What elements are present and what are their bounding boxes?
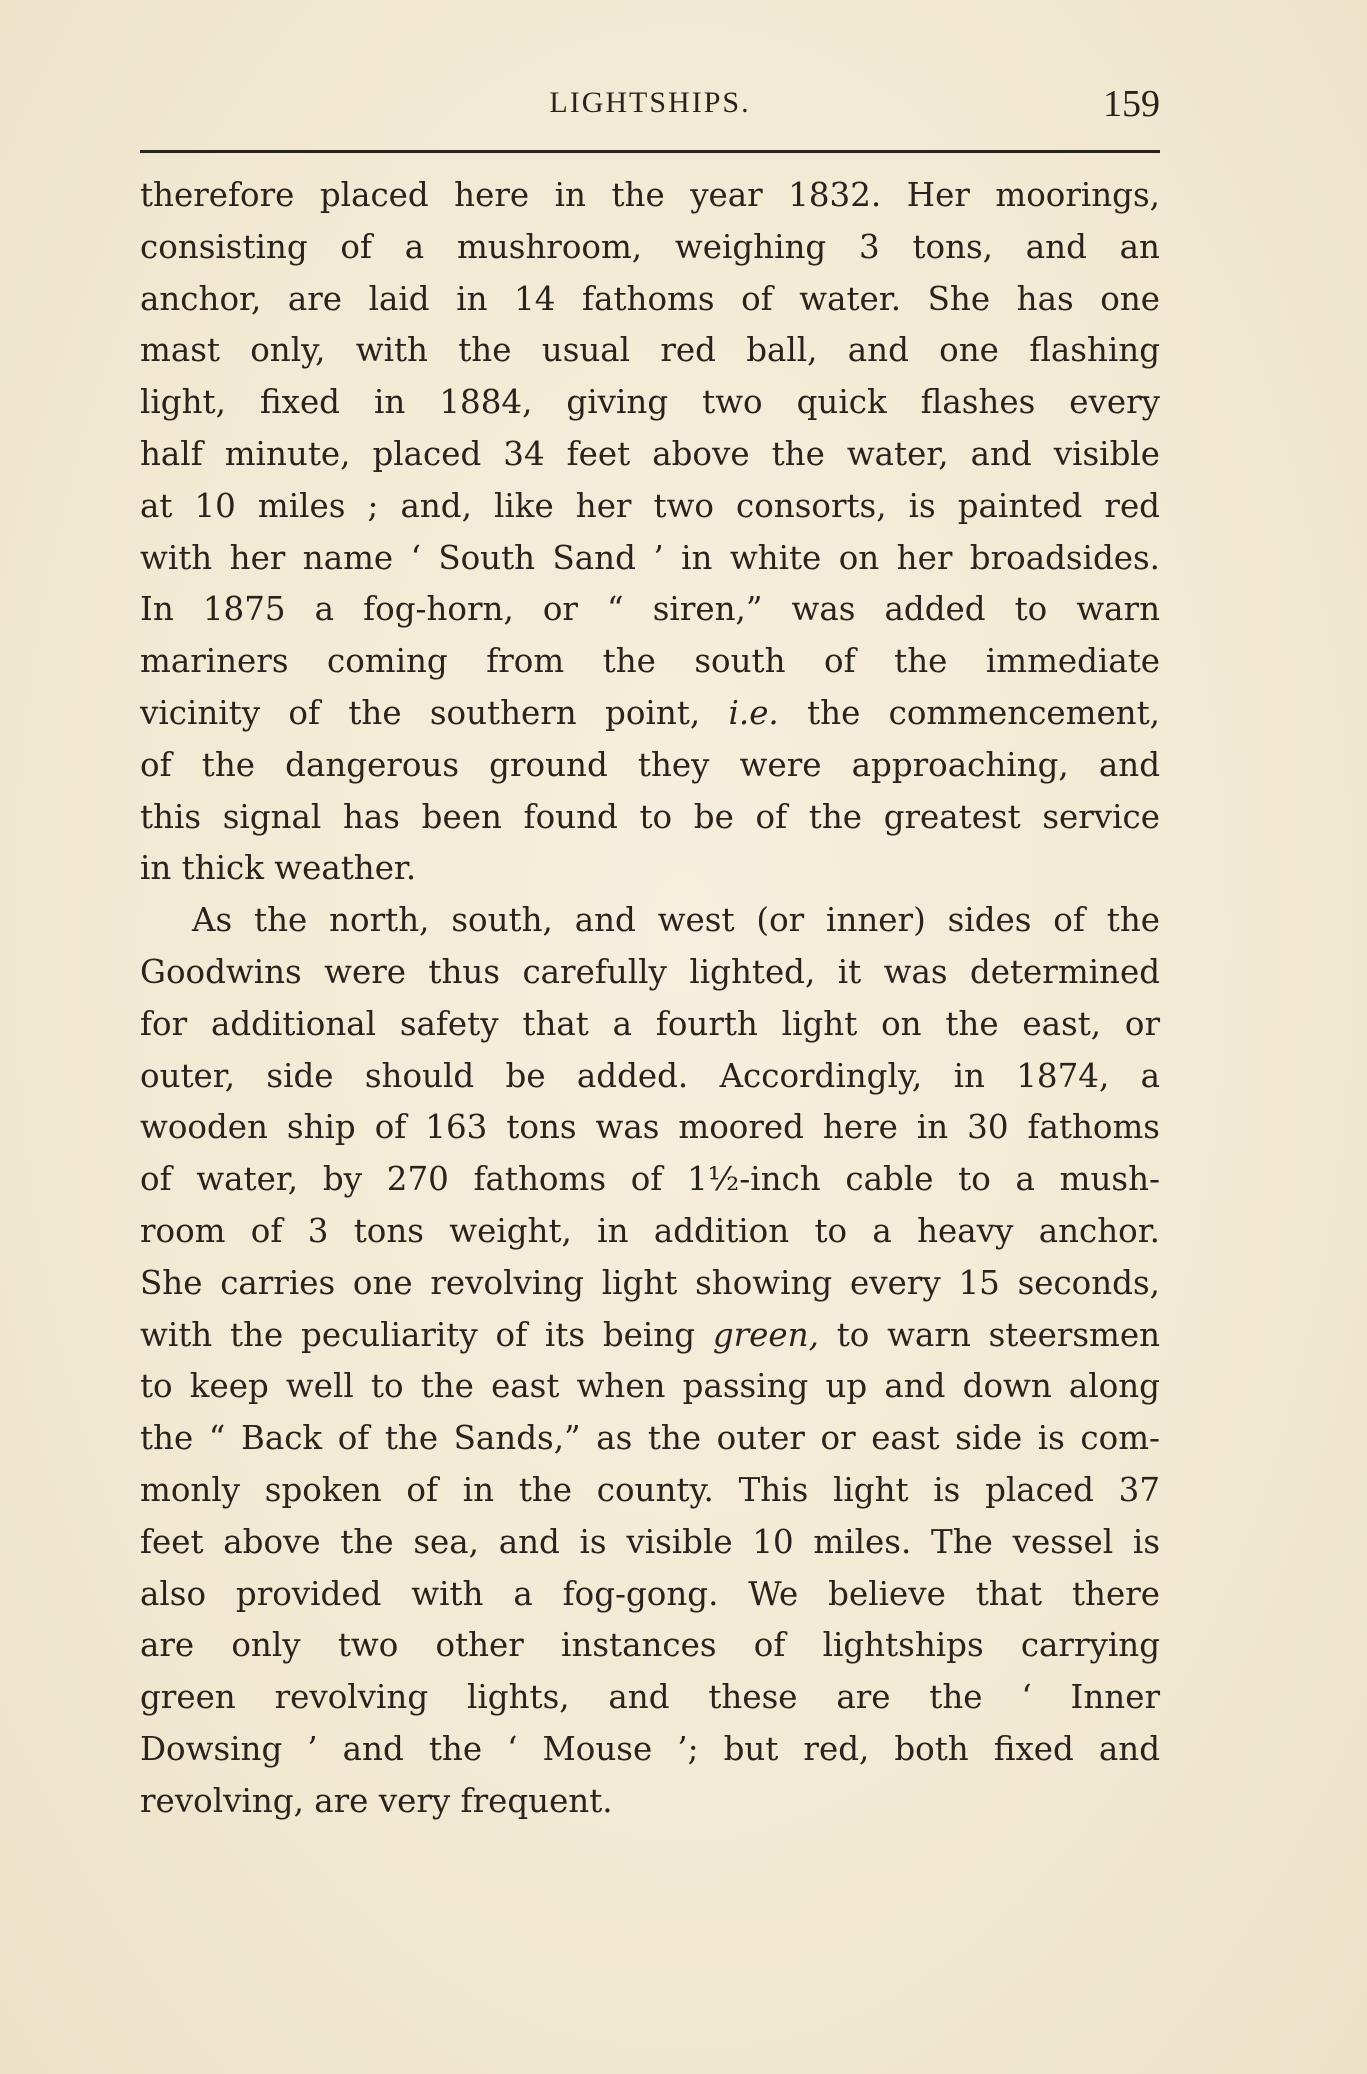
text-line: mast only, with the usual red ball, and one flashing	[140, 331, 1160, 370]
text-line: in thick weather.	[140, 849, 417, 888]
text-line: with the peculiarity of its being green, to warn steersmen	[140, 1315, 1161, 1354]
text-line: light, fixed in 1884, giving two quick flashes every	[140, 383, 1160, 422]
text-line: As the north, south, and west (or inner) sides of the	[192, 901, 1160, 940]
text-line: also provided with a fog-gong. We believe that there	[140, 1574, 1160, 1613]
text-line: room of 3 tons weight, in addition to a heavy anchor.	[140, 1211, 1160, 1250]
page-header	[140, 82, 1160, 134]
text-line: are only two other instances of lightships carrying	[140, 1626, 1160, 1665]
text-line: In 1875 a fog-horn, or “ siren,” was added to warn	[140, 590, 1160, 629]
text-line: mariners coming from the south of the immediate	[140, 642, 1160, 681]
text-line: Goodwins were thus carefully lighted, it was determined	[140, 952, 1160, 991]
text-line: half minute, placed 34 feet above the water, and visible	[140, 434, 1160, 473]
text-line: vicinity of the southern point, i.e. the commencement,	[140, 693, 1161, 732]
text-line: with her name ‘ South Sand ’ in white on her broadsides.	[140, 538, 1160, 577]
text-line: the “ Back of the Sands,” as the outer or east side is com-	[140, 1419, 1160, 1458]
text-line: wooden ship of 163 tons was moored here in 30 fathoms	[140, 1108, 1160, 1147]
text-line: feet above the sea, and is visible 10 miles. The vessel is	[140, 1522, 1160, 1561]
italic-text: i.e.	[728, 693, 779, 732]
text-line: for additional safety that a fourth light on the east, or	[140, 1004, 1160, 1043]
text-line: of the dangerous ground they were approaching, and	[140, 745, 1160, 784]
text-line: Dowsing ’ and the ‘ Mouse ’; but red, both fixed and	[140, 1729, 1160, 1768]
header-rule	[140, 150, 1160, 153]
text-line: at 10 miles ; and, like her two consorts, is painted red	[140, 486, 1160, 525]
text-line: outer, side should be added. Accordingly, in 1874, a	[140, 1056, 1160, 1095]
text-line: revolving, are very frequent.	[140, 1781, 613, 1820]
text-line: monly spoken of in the county. This light is placed 37	[140, 1470, 1160, 1509]
text-line: to keep well to the east when passing up and down along	[140, 1367, 1160, 1406]
body-text	[140, 170, 1160, 1828]
page-number: 159	[1103, 83, 1160, 125]
text-line: of water, by 270 fathoms of 1½-inch cable to a mush-	[140, 1160, 1160, 1199]
paragraph-2	[140, 895, 1160, 1827]
running-head: LIGHTSHIPS.	[549, 86, 751, 119]
text-line: consisting of a mushroom, weighing 3 tons, and an	[140, 227, 1160, 266]
paragraph-1	[140, 170, 1160, 895]
text-line: anchor, are laid in 14 fathoms of water. She has one	[140, 279, 1160, 318]
text-line: She carries one revolving light showing every 15 seconds,	[140, 1263, 1160, 1302]
text-line: this signal has been found to be of the greatest service	[140, 797, 1160, 836]
text-line: therefore placed here in the year 1832. Her moorings,	[140, 176, 1160, 214]
text-line: green revolving lights, and these are the ‘ Inner	[140, 1678, 1160, 1717]
italic-text: green,	[712, 1315, 819, 1354]
